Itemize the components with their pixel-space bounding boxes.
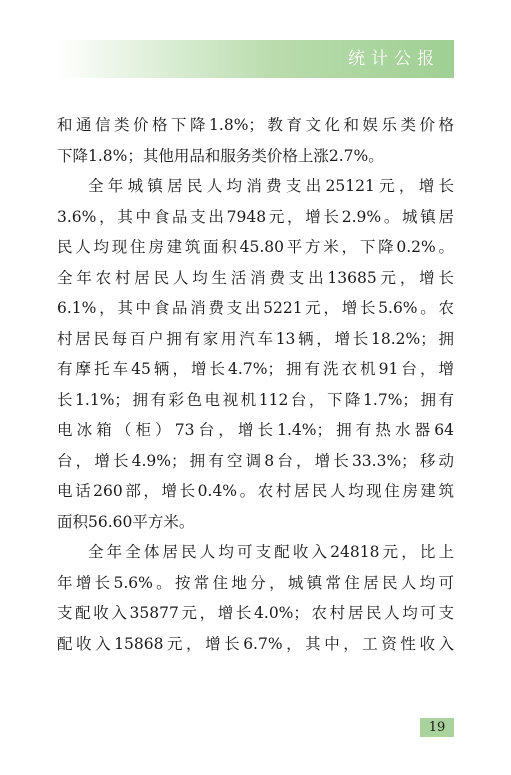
paragraph-start: 全年城镇居民人均消费支出25121元，增长 <box>88 177 454 195</box>
paragraph-start: 全年全体居民人均可支配收入24818元，比上 <box>88 543 454 561</box>
text-line: 支配收入35877元，增长4.0%；农村居民人均可支 <box>57 604 454 622</box>
text-line: 长1.1%；拥有彩色电视机112台，下降1.7%；拥有 <box>57 390 454 409</box>
text-line: 下降1.8%；其他用品和服务类价格上涨2.7%。 <box>57 146 384 165</box>
text-line: 村居民每百户拥有家用汽车13辆，增长18.2%；拥 <box>57 329 454 348</box>
text-line: 面积56.60平方米。 <box>57 512 195 531</box>
text-line: 有摩托车45辆，增长4.7%；拥有洗衣机91台，增 <box>57 360 454 378</box>
text-line: 和通信类价格下降1.8%；教育文化和娱乐类价格 <box>57 116 454 134</box>
text-line: 台，增长4.9%；拥有空调8台，增长33.3%；移动 <box>57 451 454 470</box>
page-number: 19 <box>420 718 454 737</box>
text-line: 民人均现住房建筑面积45.80平方米，下降0.2%。 <box>57 238 454 256</box>
text-line: 全年农村居民人均生活消费支出13685元，增长 <box>57 268 454 287</box>
text-line: 年增长5.6%。按常住地分，城镇常住居民人均可 <box>57 573 454 592</box>
text-line: 电冰箱（柜）73台，增长1.4%；拥有热水器64 <box>57 421 454 439</box>
body-text <box>57 110 454 659</box>
text-line: 配收入15868元，增长6.7%，其中，工资性收入 <box>57 634 454 653</box>
text-line: 6.1%，其中食品消费支出5221元，增长5.6%。农 <box>57 299 454 317</box>
header-band <box>57 40 454 78</box>
text-line: 电话260部，增长0.4%。农村居民人均现住房建筑 <box>57 482 454 500</box>
section-title: 统计公报 <box>348 49 440 69</box>
text-line: 3.6%，其中食品支出7948元，增长2.9%。城镇居 <box>57 207 454 226</box>
